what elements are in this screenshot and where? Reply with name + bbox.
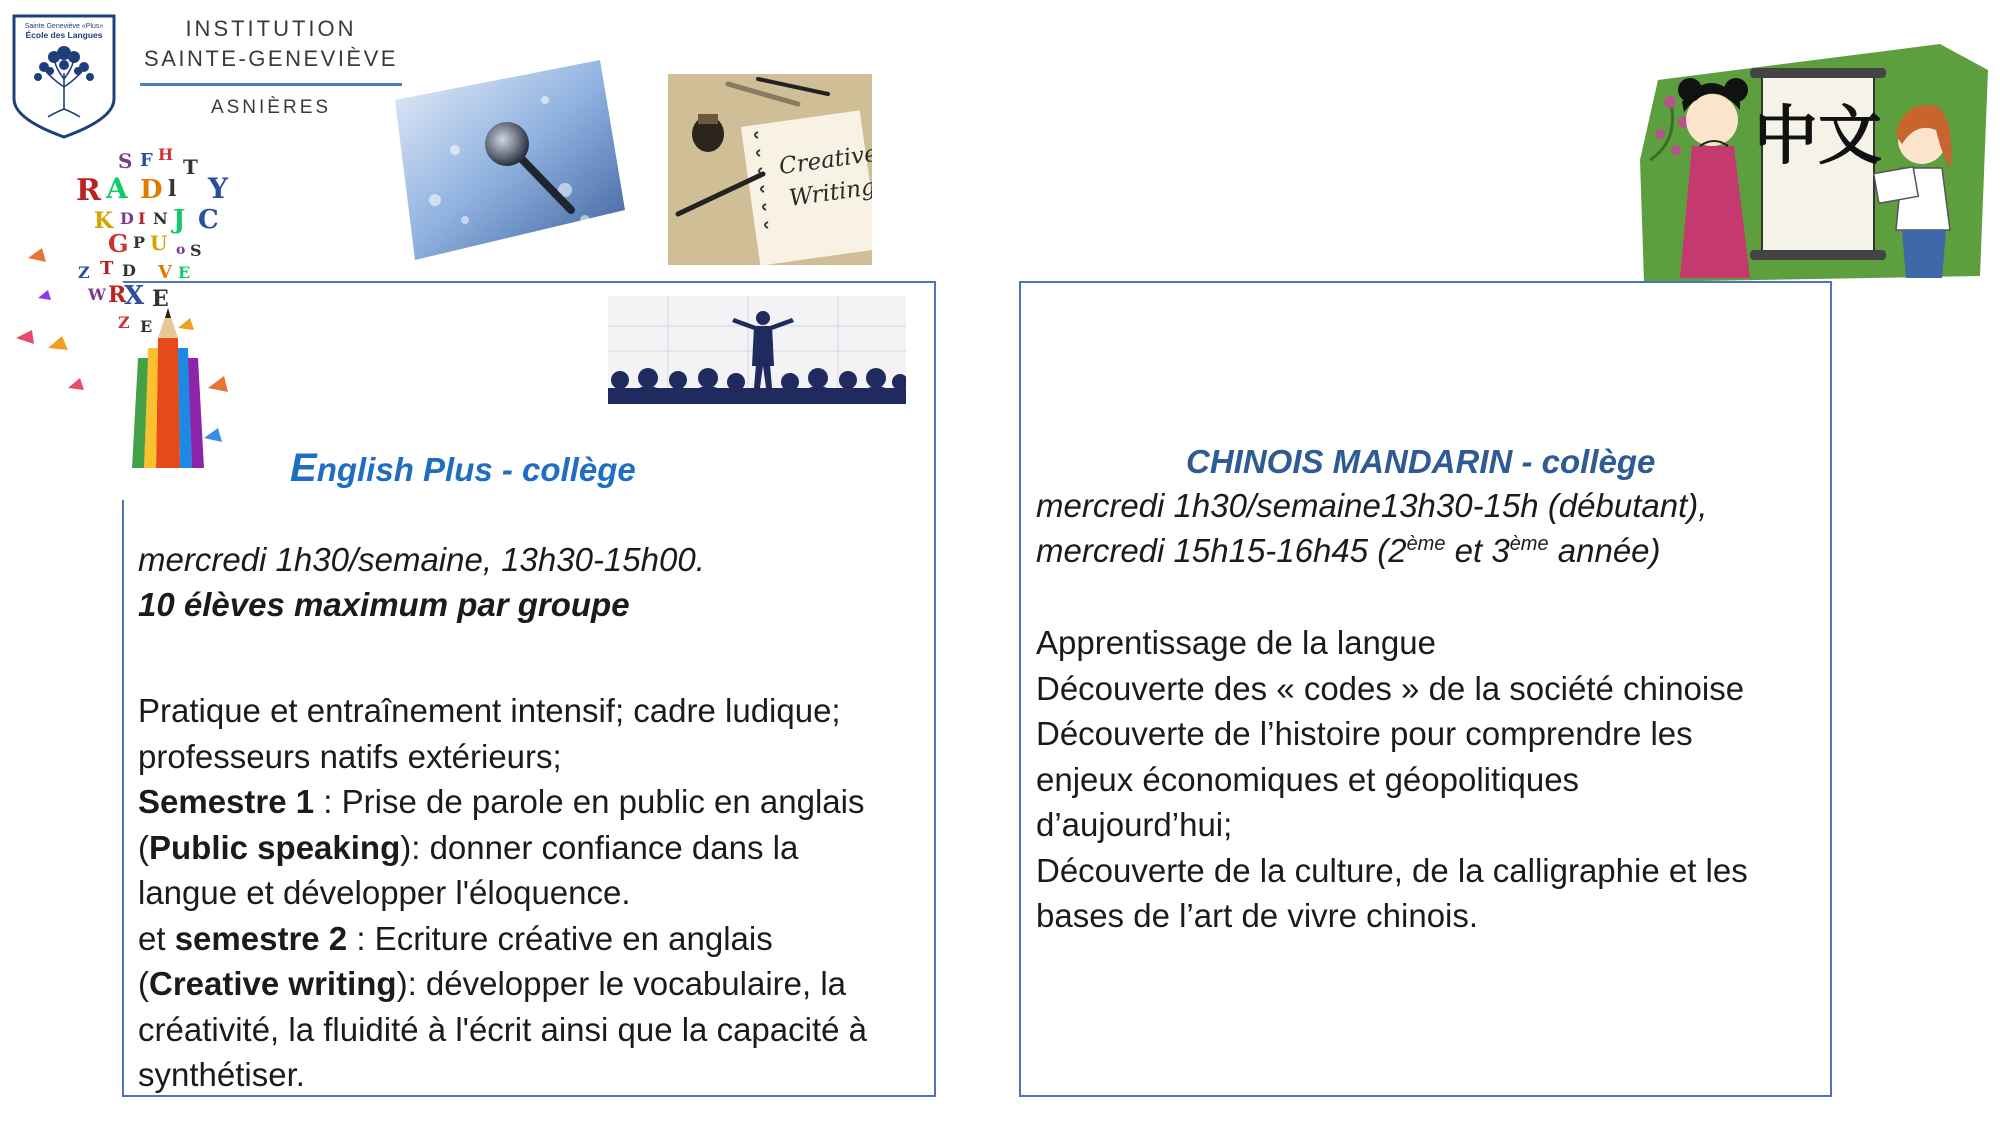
- english-title-rest: nglish Plus - collège: [316, 451, 636, 488]
- chinese-description: [1036, 620, 1826, 939]
- logo-top-text: Sainte Geneviève «Plus»: [24, 23, 104, 30]
- svg-text:W: W: [88, 285, 106, 304]
- svg-text:H: H: [158, 145, 174, 164]
- creative-writing-image: [668, 74, 872, 265]
- svg-text:V: V: [158, 262, 172, 283]
- english-desc-line: langue et développer l'éloquence.: [138, 874, 631, 911]
- english-desc-line: et semestre 2 : Ecriture créative en anglais: [138, 919, 773, 957]
- english-schedule: [138, 537, 705, 627]
- svg-text:E: E: [140, 317, 153, 336]
- english-desc-line: créativité, la fluidité à l'écrit ainsi que la capacité à: [138, 1010, 868, 1048]
- creative-writing-label: Creative writing: [149, 965, 397, 1002]
- institution-line-1: INSTITUTION: [185, 16, 357, 41]
- creative-writing-text-1: Creative: [777, 140, 872, 181]
- english-group-size: 10 élèves maximum par groupe: [138, 586, 630, 623]
- english-description: [138, 688, 928, 1098]
- chinese-culture-image: [1640, 40, 1988, 282]
- english-plus-title: [290, 446, 636, 492]
- svg-text:X: X: [124, 281, 145, 311]
- chinese-desc-line: bases de l’art de vivre chinois.: [1036, 897, 1479, 934]
- english-desc-line: professeurs natifs extérieurs;: [138, 737, 562, 775]
- svg-text:K: K: [94, 208, 114, 234]
- svg-text:G: G: [108, 229, 129, 258]
- svg-text:J: J: [173, 205, 186, 235]
- logo-name-text: École des Langues: [25, 30, 103, 40]
- svg-text:D: D: [122, 261, 136, 280]
- chinese-schedule-line: mercredi 15h15-16h45 (2ème et 3ème année): [1036, 532, 1661, 569]
- svg-text:R: R: [76, 173, 101, 208]
- svg-text:R: R: [108, 282, 127, 308]
- semester-1-label: Semestre 1: [138, 783, 315, 820]
- semester-2-label: semestre 2: [174, 919, 348, 957]
- institution-line-2: SAINTE-GENEVIÈVE: [144, 46, 398, 71]
- english-panel-left-border: [122, 500, 124, 1097]
- svg-text:o: o: [176, 242, 186, 258]
- svg-text:Z: Z: [118, 313, 130, 332]
- school-logo: [10, 13, 118, 141]
- svg-text:l: l: [168, 176, 177, 202]
- chinese-characters-text: 中文: [1754, 100, 1882, 174]
- svg-text:S: S: [190, 241, 202, 260]
- chinese-desc-line: Découverte des « codes » de la société chinoise: [1036, 669, 1745, 707]
- chinese-desc-line: d’aujourd’hui;: [1036, 806, 1233, 843]
- svg-text:Z: Z: [78, 263, 90, 282]
- institution-title: [140, 14, 402, 120]
- chinese-schedule-line: mercredi 1h30/semaine13h30-15h (débutant),: [1036, 487, 1708, 524]
- creative-writing-text-2: Writing: [787, 173, 872, 212]
- svg-text:S: S: [118, 149, 133, 173]
- english-desc-line: (Public speaking): donner confiance dans la: [138, 828, 799, 866]
- svg-text:E: E: [178, 263, 191, 282]
- english-desc-line: Pratique et entraînement intensif; cadre ludique;: [138, 692, 841, 729]
- chinese-desc-line: Découverte de l’histoire pour comprendre les: [1036, 715, 1693, 752]
- english-schedule-line: mercredi 1h30/semaine, 13h30-15h00.: [138, 541, 705, 578]
- chinese-desc-line: enjeux économiques et géopolitiques: [1036, 760, 1580, 798]
- svg-text:D: D: [140, 175, 163, 205]
- svg-text:Y: Y: [208, 172, 228, 205]
- svg-text:P: P: [133, 233, 146, 252]
- chinese-schedule: [1036, 483, 1707, 573]
- english-title-initial: E: [290, 446, 317, 490]
- english-desc-line: (Creative writing): développer le vocabulaire, la: [138, 965, 847, 1002]
- english-desc-line: synthétiser.: [138, 1056, 305, 1093]
- svg-text:N: N: [153, 209, 168, 228]
- institution-line-3: ASNIÈRES: [210, 97, 332, 118]
- english-desc-line: Semestre 1 : Prise de parole en public en anglais: [138, 783, 865, 820]
- svg-text:F: F: [140, 150, 153, 171]
- institution-divider: [140, 83, 402, 86]
- chinese-desc-line: Apprentissage de la langue: [1036, 624, 1436, 661]
- svg-text:T: T: [100, 258, 114, 279]
- svg-text:I: I: [138, 209, 146, 228]
- chinese-desc-line: Découverte de la culture, de la calligraphie et les: [1036, 851, 1748, 889]
- svg-text:C: C: [198, 205, 219, 235]
- chinois-mandarin-title: CHINOIS MANDARIN - collège: [1186, 443, 1656, 480]
- svg-text:A: A: [106, 172, 128, 205]
- svg-text:T: T: [183, 155, 198, 179]
- microphone-image: [395, 60, 625, 260]
- svg-text:U: U: [150, 231, 168, 255]
- svg-text:E: E: [152, 286, 169, 312]
- svg-text:D: D: [120, 209, 134, 228]
- public-speaking-label: Public speaking: [149, 828, 401, 866]
